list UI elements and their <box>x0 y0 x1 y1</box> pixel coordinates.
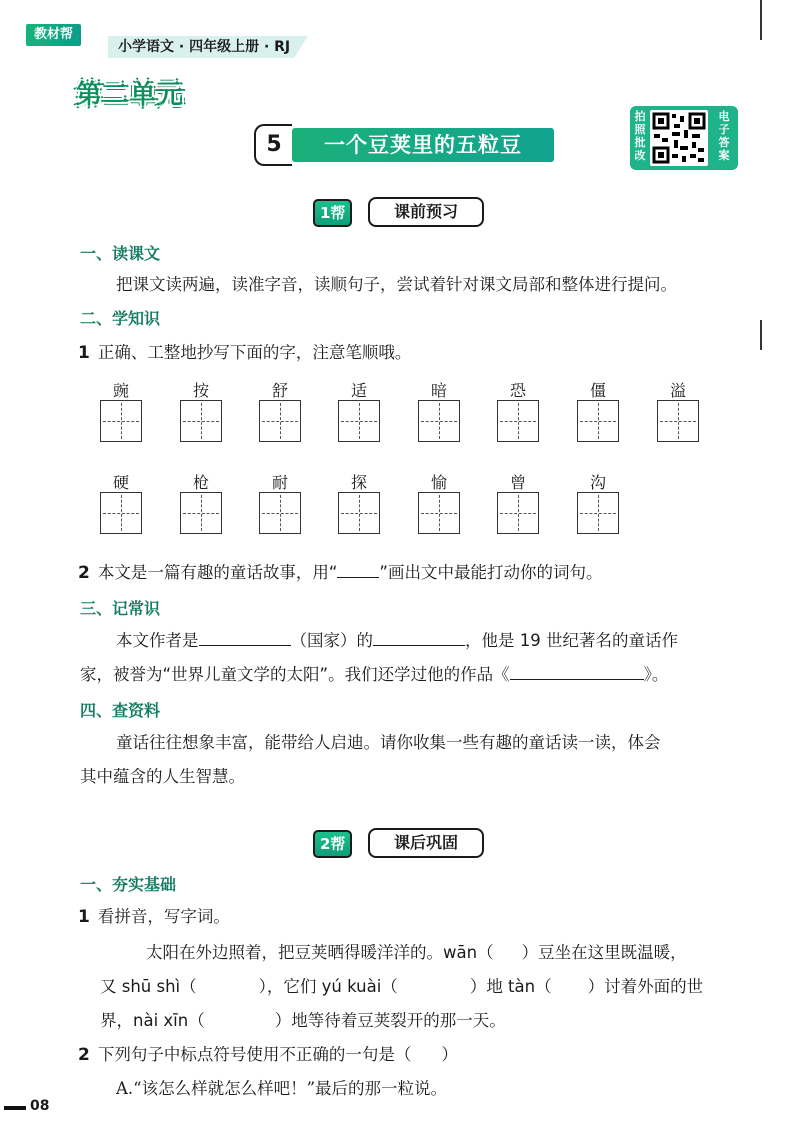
section-tab-1: 课前预习 <box>368 197 484 227</box>
question-text: 下列句子中标点符号使用不正确的一句是（ <box>97 1045 412 1064</box>
option-a[interactable]: A.“该怎么样就怎么样吧！”最后的那一粒说。 <box>116 1079 448 1098</box>
blank-profession[interactable] <box>373 645 465 646</box>
unit-title: 第二单元 <box>76 80 185 110</box>
grid-char: 适 <box>350 381 367 400</box>
question-number: 1 <box>78 907 90 927</box>
grid-char: 愉 <box>430 473 447 492</box>
question-1 <box>78 342 411 364</box>
question-number: 2 <box>78 1045 90 1065</box>
writing-grid[interactable] <box>577 400 619 442</box>
grid-char: 耐 <box>271 473 288 492</box>
text: 又 shū shì（ <box>100 977 197 996</box>
writing-grid[interactable] <box>180 492 222 534</box>
grid-char: 恐 <box>509 381 526 400</box>
question-2 <box>78 562 602 584</box>
text: ）豆坐在这里既温暖， <box>521 943 687 962</box>
text: ）地等待着豆荚裂开的那一天。 <box>274 1011 506 1030</box>
pinyin-line-3 <box>100 1010 506 1032</box>
question-text: 看拼音，写字词。 <box>97 907 230 926</box>
grid-char: 溢 <box>669 381 686 400</box>
question-number: 1 <box>78 343 90 363</box>
question-text: 正确、工整地抄写下面的字，注意笔顺哦。 <box>97 343 412 362</box>
text: ）地 tàn（ <box>469 977 552 996</box>
grid-char: 硬 <box>112 473 129 492</box>
question-number: 2 <box>78 563 90 583</box>
grid-char: 按 <box>192 381 209 400</box>
paragraph-author-line-1 <box>116 630 678 652</box>
text: 太阳在外边照着，把豆荚晒得暖洋洋的。wān（ <box>146 943 494 962</box>
writing-grid[interactable] <box>418 400 460 442</box>
pinyin-line-1 <box>146 942 687 964</box>
text: （国家）的 <box>290 631 373 650</box>
writing-grid[interactable] <box>418 492 460 534</box>
paragraph-author-line-2 <box>80 664 668 686</box>
page-edge-line <box>760 0 762 40</box>
writing-grid[interactable] <box>100 492 142 534</box>
qr-label-right: 电子答案 <box>718 110 730 162</box>
text: 家，被誉为“世界儿童文学的太阳”。我们还学过他的作品《 <box>80 665 510 684</box>
brand-tag: 教材帮 <box>26 24 81 46</box>
grid-char: 探 <box>350 473 367 492</box>
question-text-end: ”画出文中最能打动你的词句。 <box>379 563 603 582</box>
text: ） <box>441 1045 458 1064</box>
page-dash <box>4 1106 26 1110</box>
underline-blank[interactable] <box>337 577 379 578</box>
text: 》。 <box>643 665 669 684</box>
text: ），它们 yú kuài（ <box>258 977 398 996</box>
text: 本文作者是 <box>116 631 199 650</box>
writing-grid[interactable] <box>100 400 142 442</box>
book-title: 小学语文 · 四年级上册 · RJ <box>118 39 291 55</box>
lesson-number: 5 <box>254 124 292 166</box>
heading-learn-knowledge: 二、学知识 <box>80 309 161 328</box>
writing-grid[interactable] <box>259 492 301 534</box>
heading-basics: 一、夯实基础 <box>80 875 177 894</box>
heading-research: 四、查资料 <box>80 701 161 720</box>
writing-grid[interactable] <box>259 400 301 442</box>
writing-grid[interactable] <box>180 400 222 442</box>
heading-common-knowledge: 三、记常识 <box>80 599 161 618</box>
paragraph-research-2: 其中蕴含的人生智慧。 <box>80 767 245 786</box>
question-pinyin <box>78 906 230 928</box>
paragraph-research-1: 童话往往想象丰富，能带给人启迪。请你收集一些有趣的童话读一读，体会 <box>116 733 661 752</box>
grid-char: 舒 <box>271 381 288 400</box>
text: 界，nài xīn（ <box>100 1011 205 1030</box>
grid-char: 枪 <box>192 473 209 492</box>
pinyin-line-2 <box>100 976 703 998</box>
writing-grid[interactable] <box>497 400 539 442</box>
section-tab-2: 课后巩固 <box>368 828 484 858</box>
writing-grid[interactable] <box>338 492 380 534</box>
grid-char: 沟 <box>589 473 606 492</box>
page-number: 08 <box>30 1098 50 1114</box>
grid-char: 僵 <box>589 381 606 400</box>
blank-work-title[interactable] <box>510 679 644 680</box>
grid-char: 豌 <box>112 381 129 400</box>
section-badge-2: 2帮 <box>313 830 352 858</box>
page-edge-line <box>760 320 762 350</box>
writing-grid[interactable] <box>497 492 539 534</box>
question-text: 本文是一篇有趣的童话故事，用“ <box>97 563 338 582</box>
question-punctuation <box>78 1044 458 1066</box>
writing-grid[interactable] <box>577 492 619 534</box>
blank-author[interactable] <box>199 645 291 646</box>
qr-code-icon[interactable] <box>650 110 708 166</box>
text: ）讨着外面的世 <box>587 977 704 996</box>
section-badge-1: 1帮 <box>313 199 352 227</box>
writing-grid[interactable] <box>657 400 699 442</box>
qr-label-left: 拍照批改 <box>634 110 646 162</box>
lesson-title: 一个豆荚里的五粒豆 <box>324 133 522 157</box>
heading-read-text: 一、读课文 <box>80 244 161 263</box>
grid-char: 曾 <box>509 473 526 492</box>
text: ，他是 19 世纪著名的童话作 <box>465 631 678 650</box>
paragraph-read-text: 把课文读两遍，读准字音，读顺句子，尝试着针对课文局部和整体进行提问。 <box>116 275 677 294</box>
grid-char: 暗 <box>430 381 447 400</box>
writing-grid[interactable] <box>338 400 380 442</box>
